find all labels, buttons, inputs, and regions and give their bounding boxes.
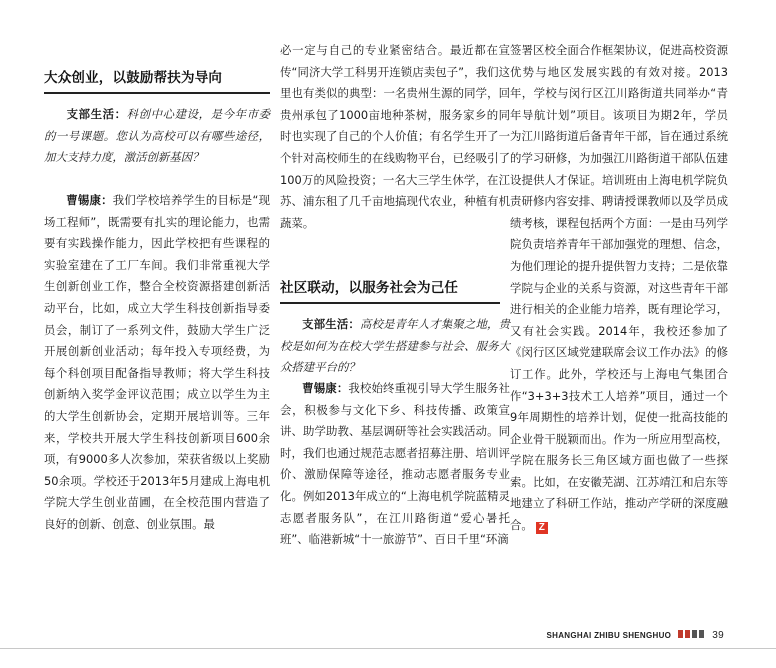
answer-2-continued xyxy=(510,40,728,537)
heading-rule xyxy=(280,302,500,304)
magazine-logo-icon xyxy=(678,629,704,639)
answer-1 xyxy=(44,190,270,536)
end-mark-icon: Z xyxy=(536,522,548,534)
question-2-speaker: 支部生活： xyxy=(302,317,360,331)
answer-1-continued-text: 必一定与自己的专业紧密结合。最近都在宣传“同济大学工科男开连锁店卖包子”，我们这里也有类似的典型：一名贵州生源的同学，回贵州承包了1000亩地种茶树，服务家乡的同时也实现了自己的个人价值；有名学生开了一个针对高校师生的在线购物平台，已经吸引了100万的风险投资；一名大三学生休学，在江苏、浦东租了几千亩地搞现代农业，种植有机蔬菜。 xyxy=(280,43,510,230)
answer-1-speaker: 曹锡康： xyxy=(66,193,113,207)
answer-2 xyxy=(280,378,510,551)
answer-2-text: 我校始终重视引导大学生服务社会，积极参与文化下乡、科技传播、政策宣讲、助学助教、基层调研等社会实践活动。同时，我们也通过规范志愿者招募注册、培训评价、激励保障等途径，推动志愿者服务专业化。例如2013年成立的“上海电机学院蓝精灵志愿者服务队”，在江川路街道“爱心暑托班”、临港新城“十一旅游节”、百日千里“环滴 xyxy=(280,381,510,547)
footer-rule xyxy=(0,648,776,649)
question-2 xyxy=(280,314,510,379)
question-1-speaker: 支部生活： xyxy=(66,107,127,121)
page-footer xyxy=(547,629,724,641)
section-heading-community: 社区联动，以服务社会为己任 xyxy=(280,280,459,296)
question-1 xyxy=(44,104,270,169)
answer-2-speaker: 曹锡康： xyxy=(302,381,349,395)
question-1-text: 科创中心建设，是今年市委的一号课题。您认为高校可以有哪些途径，加大支持力度，激活创新基因？ xyxy=(44,107,270,165)
section-heading-entrepreneurship: 大众创业，以鼓励帮扶为导向 xyxy=(44,70,223,86)
answer-2-continued-text: 签署区校全面合作框架协议，促进高校资源优势与地区发展实践的有效对接。2013年，学校与闵行区江川路街道共同举办“青年导航计划”项目。该项目为期2年，学员为江川路街道后备青年干部，旨在通过系统的学习研修，为加强江川路街道干部队伍建设提供人才保证。培训班由上海电机学院负责研修内容安排、聘请授课教师以及学员成绩考核，课程包括两个方面：一是由马列学院负责培养青年干部加强党的理想、信念，为他们理论的提升提供智力支持；二是依靠学院与企业的关系与资源，对这些青年干部进行相关的企业能力培养，既有理论学习，又有社会实践。2014年，我校还参加了《闵行区区域党建联席会议工作办法》的修订工作。此外，学校还与上海电气集团合作“3+3+3技术工人培养”项目，通过一个9年周期性的培养计划，促使一批高技能的企业骨干脱颖而出。作为一所应用型高校，学院在服务长三角区域方面也做了一些探索。比如，在安徽芜湖、江苏靖江和启东等地建立了科研工作站，推动产学研的深度融合。 xyxy=(510,43,728,533)
answer-1-continued xyxy=(280,40,510,234)
answer-1-text: 我们学校培养学生的目标是“现场工程师”，既需要有扎实的理论能力，也需要有实践操作能力，因此学校把有些课程的实验室建在了工厂车间。我们非常重视大学生创新创业工作，整合全校资源搭建创新活动平台，比如，成立大学生科技创新指导委员会，制订了一系列文件，鼓励大学生广泛开展创新创业活动；每年投入专项经费，为每个科创项目配备指导教师；将大学生科技创新纳入奖学金评议范围；成立以学生为主的大学生创新协会，定期开展培训等。三年来，学校共开展大学生科技创新项目600余项，有9000多人次参加，荣获省级以上奖励50余项。学校还于2013年5月建成上海电机学院大学生创业苗圃，在全校范围内营造了良好的创新、创意、创业氛围。最 xyxy=(44,193,270,531)
page-number: 39 xyxy=(712,630,724,641)
heading-rule xyxy=(44,92,270,94)
question-2-text: 高校是青年人才集聚之地，贵校是如何为在校大学生搭建参与社会、服务大众搭建平台的？ xyxy=(280,317,510,375)
magazine-name: SHANGHAI ZHIBU SHENGHUO xyxy=(546,631,672,640)
